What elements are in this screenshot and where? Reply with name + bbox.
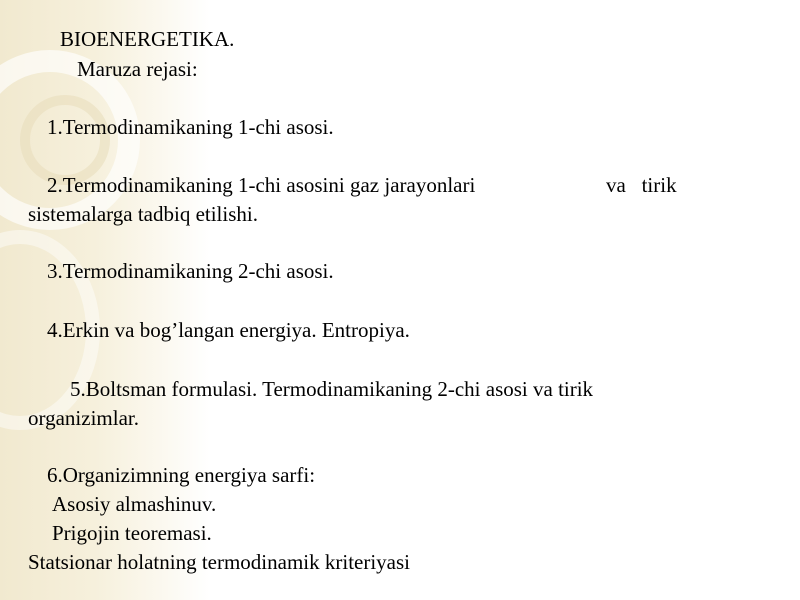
plan-item-4: 4.Erkin va bog’langan energiya. Entropiya. bbox=[47, 318, 410, 342]
plan-item-2-tail: va tirik bbox=[606, 173, 677, 197]
slide-subtitle: Maruza rejasi: bbox=[77, 57, 198, 81]
plan-item-5: 5.Boltsman formulasi. Termodinamikaning 2-chi asosi va tirik bbox=[70, 377, 594, 401]
footer-line: Statsionar holatning termodinamik kriteriyasi bbox=[28, 550, 411, 574]
plan-subitem: Asosiy almashinuv. bbox=[52, 492, 217, 516]
slide-title: BIOENERGETIKA. bbox=[60, 27, 235, 51]
plan-item-6: 6.Organizimning energiya sarfi: bbox=[47, 463, 316, 487]
plan-item-2: 2.Termodinamikaning 1-chi asosini gaz jarayonlari bbox=[47, 173, 476, 197]
plan-item-2-continuation: sistemalarga tadbiq etilishi. bbox=[28, 202, 258, 226]
plan-subitem: Prigojin teoremasi. bbox=[52, 521, 212, 545]
plan-item-5-continuation: organizimlar. bbox=[28, 406, 139, 430]
plan-item-1: 1.Termodinamikaning 1-chi asosi. bbox=[47, 115, 334, 139]
decorative-swirl bbox=[20, 95, 110, 185]
plan-item-3: 3.Termodinamikaning 2-chi asosi. bbox=[47, 259, 334, 283]
